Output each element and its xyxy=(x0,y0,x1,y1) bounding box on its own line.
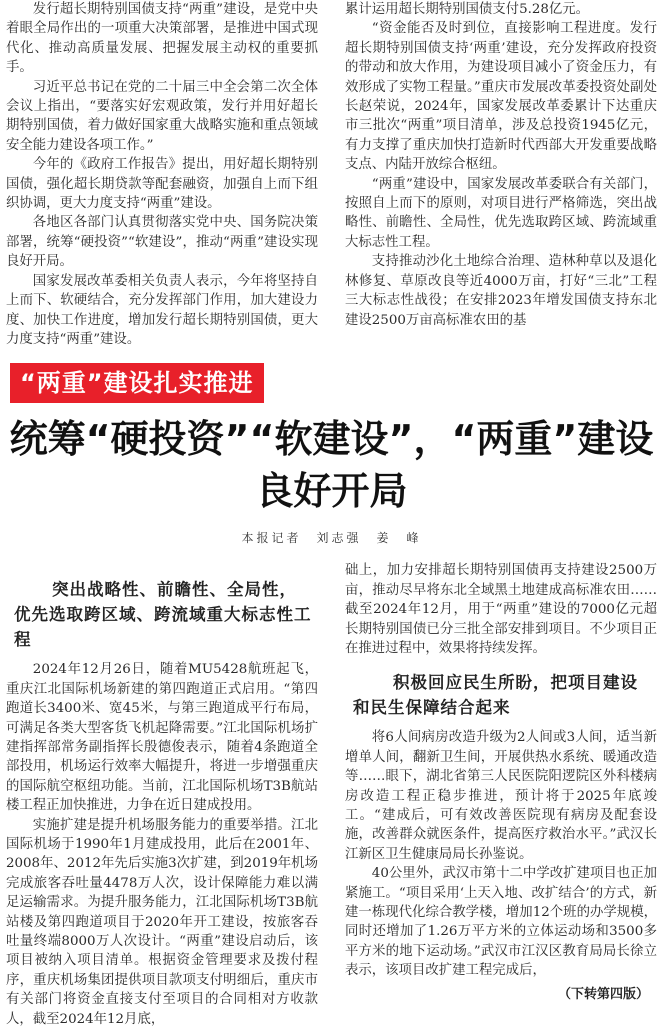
banner-row xyxy=(0,349,663,403)
paragraph: 40公里外，武汉市第十二中学改扩建项目也正加紧施工。“项目采用‘上天入地、改扩结合’的方式，新建一栋现代化综合教学楼，增加12个班的办学规模，同时还增加了1.26万平方米的立体运动场和3500多平方米的地下运动场。”武汉市江汉区教育局局长徐立表示，该项目改扩建工程完成后， xyxy=(345,866,657,979)
paragraph: 习近平总书记在党的二十届三中全会第二次全体会议上指出，“要落实好宏观政策，发行并用好超长期特别国债，着力做好国家重大战略实施和重点领域安全能力建设各项工作。” xyxy=(6,79,318,153)
continued-on-page-note: （下转第四版） xyxy=(557,986,649,1002)
paragraph: 各地区各部门认真贯彻落实党中央、国务院决策部署，统筹“硬投资”“软建设”，推动“两重”建设实现良好开局。 xyxy=(6,215,318,270)
top-section xyxy=(0,0,663,349)
paragraph: 累计运用超长期特别国债支付5.28亿元。 xyxy=(345,2,590,17)
bottom-right-continuation xyxy=(345,561,657,658)
paragraph: “两重”建设中，国家发展改革委联合有关部门，按照自上而下的原则，对项目进行严格筛选，突出战略性、前瞻性、全局性，优先选取跨区域、跨流域重大标志性工程。 xyxy=(345,176,657,250)
byline: 本报记者 刘志强 姜 峰 xyxy=(241,531,422,546)
paragraph: 础上，加力安排超长期特别国债再支持建设2500万亩，推动尽早将东北全域黑土地建成高标准农田……截至2024年12月，用于“两重”建设的7000亿元超长期特别国债已分三批全部安排到项目。不少项目正在推进过程中，效果将持续发挥。 xyxy=(345,563,657,656)
paragraph: 今年的《政府工作报告》提出，用好超长期特别国债，强化超长期贷款等配套融资，加强自上而下组织协调，更大力度支持“两重”建设。 xyxy=(6,157,318,212)
paragraph: “资金能否及时到位，直接影响工程进度。发行超长期特别国债支持‘两重’建设，充分发挥政府投资的带动和放大作用，为建设项目减小了资金压力，有效形成了实物工程量。”重庆市发展改革委投资处副处长赵荣说，2024年，国家发展改革委累计下达重庆市三批次“两重”项目清单，涉及总投资1945亿元，有力支撑了重庆加快打造新时代西部大开发重要战略支点、内陆开放综合枢纽。 xyxy=(345,21,657,173)
headline: 统筹“硬投资”“软建设”，“两重”建设良好开局 xyxy=(9,417,654,514)
paragraph: 支持推动沙化土地综合治理、造林种草以及退化林修复、草原改良等近4000万亩，打好“三北”工程三大标志性战役；在安排2023年增发国债支持东北建设2500万亩高标准农田的基 xyxy=(345,254,657,328)
paragraph: 发行超长期特别国债支持“两重”建设，是党中央着眼全局作出的一项重大决策部署，是推进中国式现代化、推动高质量发展、把握发展主动权的重要抓手。 xyxy=(6,2,318,76)
bottom-left-column xyxy=(6,660,318,1029)
paragraph: 国家发展改革委相关负责人表示，今年将坚持自上而下、软硬结合，充分发挥部门作用，加大建设力度、加快工作进度，增加发行超长期特别国债，更大力度支持“两重”建设。 xyxy=(6,273,318,347)
bottom-section xyxy=(0,561,663,1029)
bottom-left xyxy=(6,561,318,1029)
bottom-right-column xyxy=(345,728,657,980)
subheading-left: 突出战略性、前瞻性、全局性，优先选取跨区域、跨流域重大标志性工程 xyxy=(14,580,312,650)
bottom-right xyxy=(345,561,657,1029)
top-right-column xyxy=(345,0,657,349)
subheading-right: 积极回应民生所盼，把项目建设和民生保障结合起来 xyxy=(353,673,638,718)
section-banner: “两重”建设扎实推进 xyxy=(10,363,264,403)
paragraph: 将6人间病房改造升级为2人间或3人间，适当新增单人间，翻新卫生间，开展供热水系统、暖通改造等……眼下，湖北省第三人民医院阳逻院区外科楼病房改造工程正稳步推进，预计将于2025年底竣工。“建成后，可有效改善医院现有病房及配套设施，改善群众就医条件，提高医疗救治水平。”武汉长江新区卫生健康局局长孙鉴说。 xyxy=(345,730,657,862)
paragraph: 实施扩建是提升机场服务能力的重要举措。江北国际机场于1990年1月建成投用，此后在2001年、2008年、2012年先后实施3次扩建，到2019年机场完成旅客吞吐量4478万人次，设计保障能力难以满足运输需求。为提升服务能力，江北国际机场T3B航站楼及第四跑道项目于2020年开工建设，按旅客吞吐量终端8000万人次设计。“两重”建设启动后，该项目被纳入项目清单。根据资金管理要求及拨付程序，重庆机场集团提供项目款项支付明细后，重庆市有关部门将资金直接支付至项目的合同相对方收款人，截至2024年12月底， xyxy=(6,817,318,1027)
paragraph: 2024年12月26日，随着MU5428航班起飞，重庆江北国际机场新建的第四跑道正式启用。“第四跑道长3400米、宽45米，与第三跑道成平行布局，可满足各类大型客货飞机起降需要。”江北国际机场扩建指挥部常务副指挥长殷德俊表示，随着4条跑道全部投用，机场运行效率大幅提升，将进一步增强重庆的国际航空枢纽功能。当前，江北国际机场T3B航站楼工程正加快推进，力争在近日建成投用。 xyxy=(6,662,318,814)
top-left-column xyxy=(6,0,318,349)
